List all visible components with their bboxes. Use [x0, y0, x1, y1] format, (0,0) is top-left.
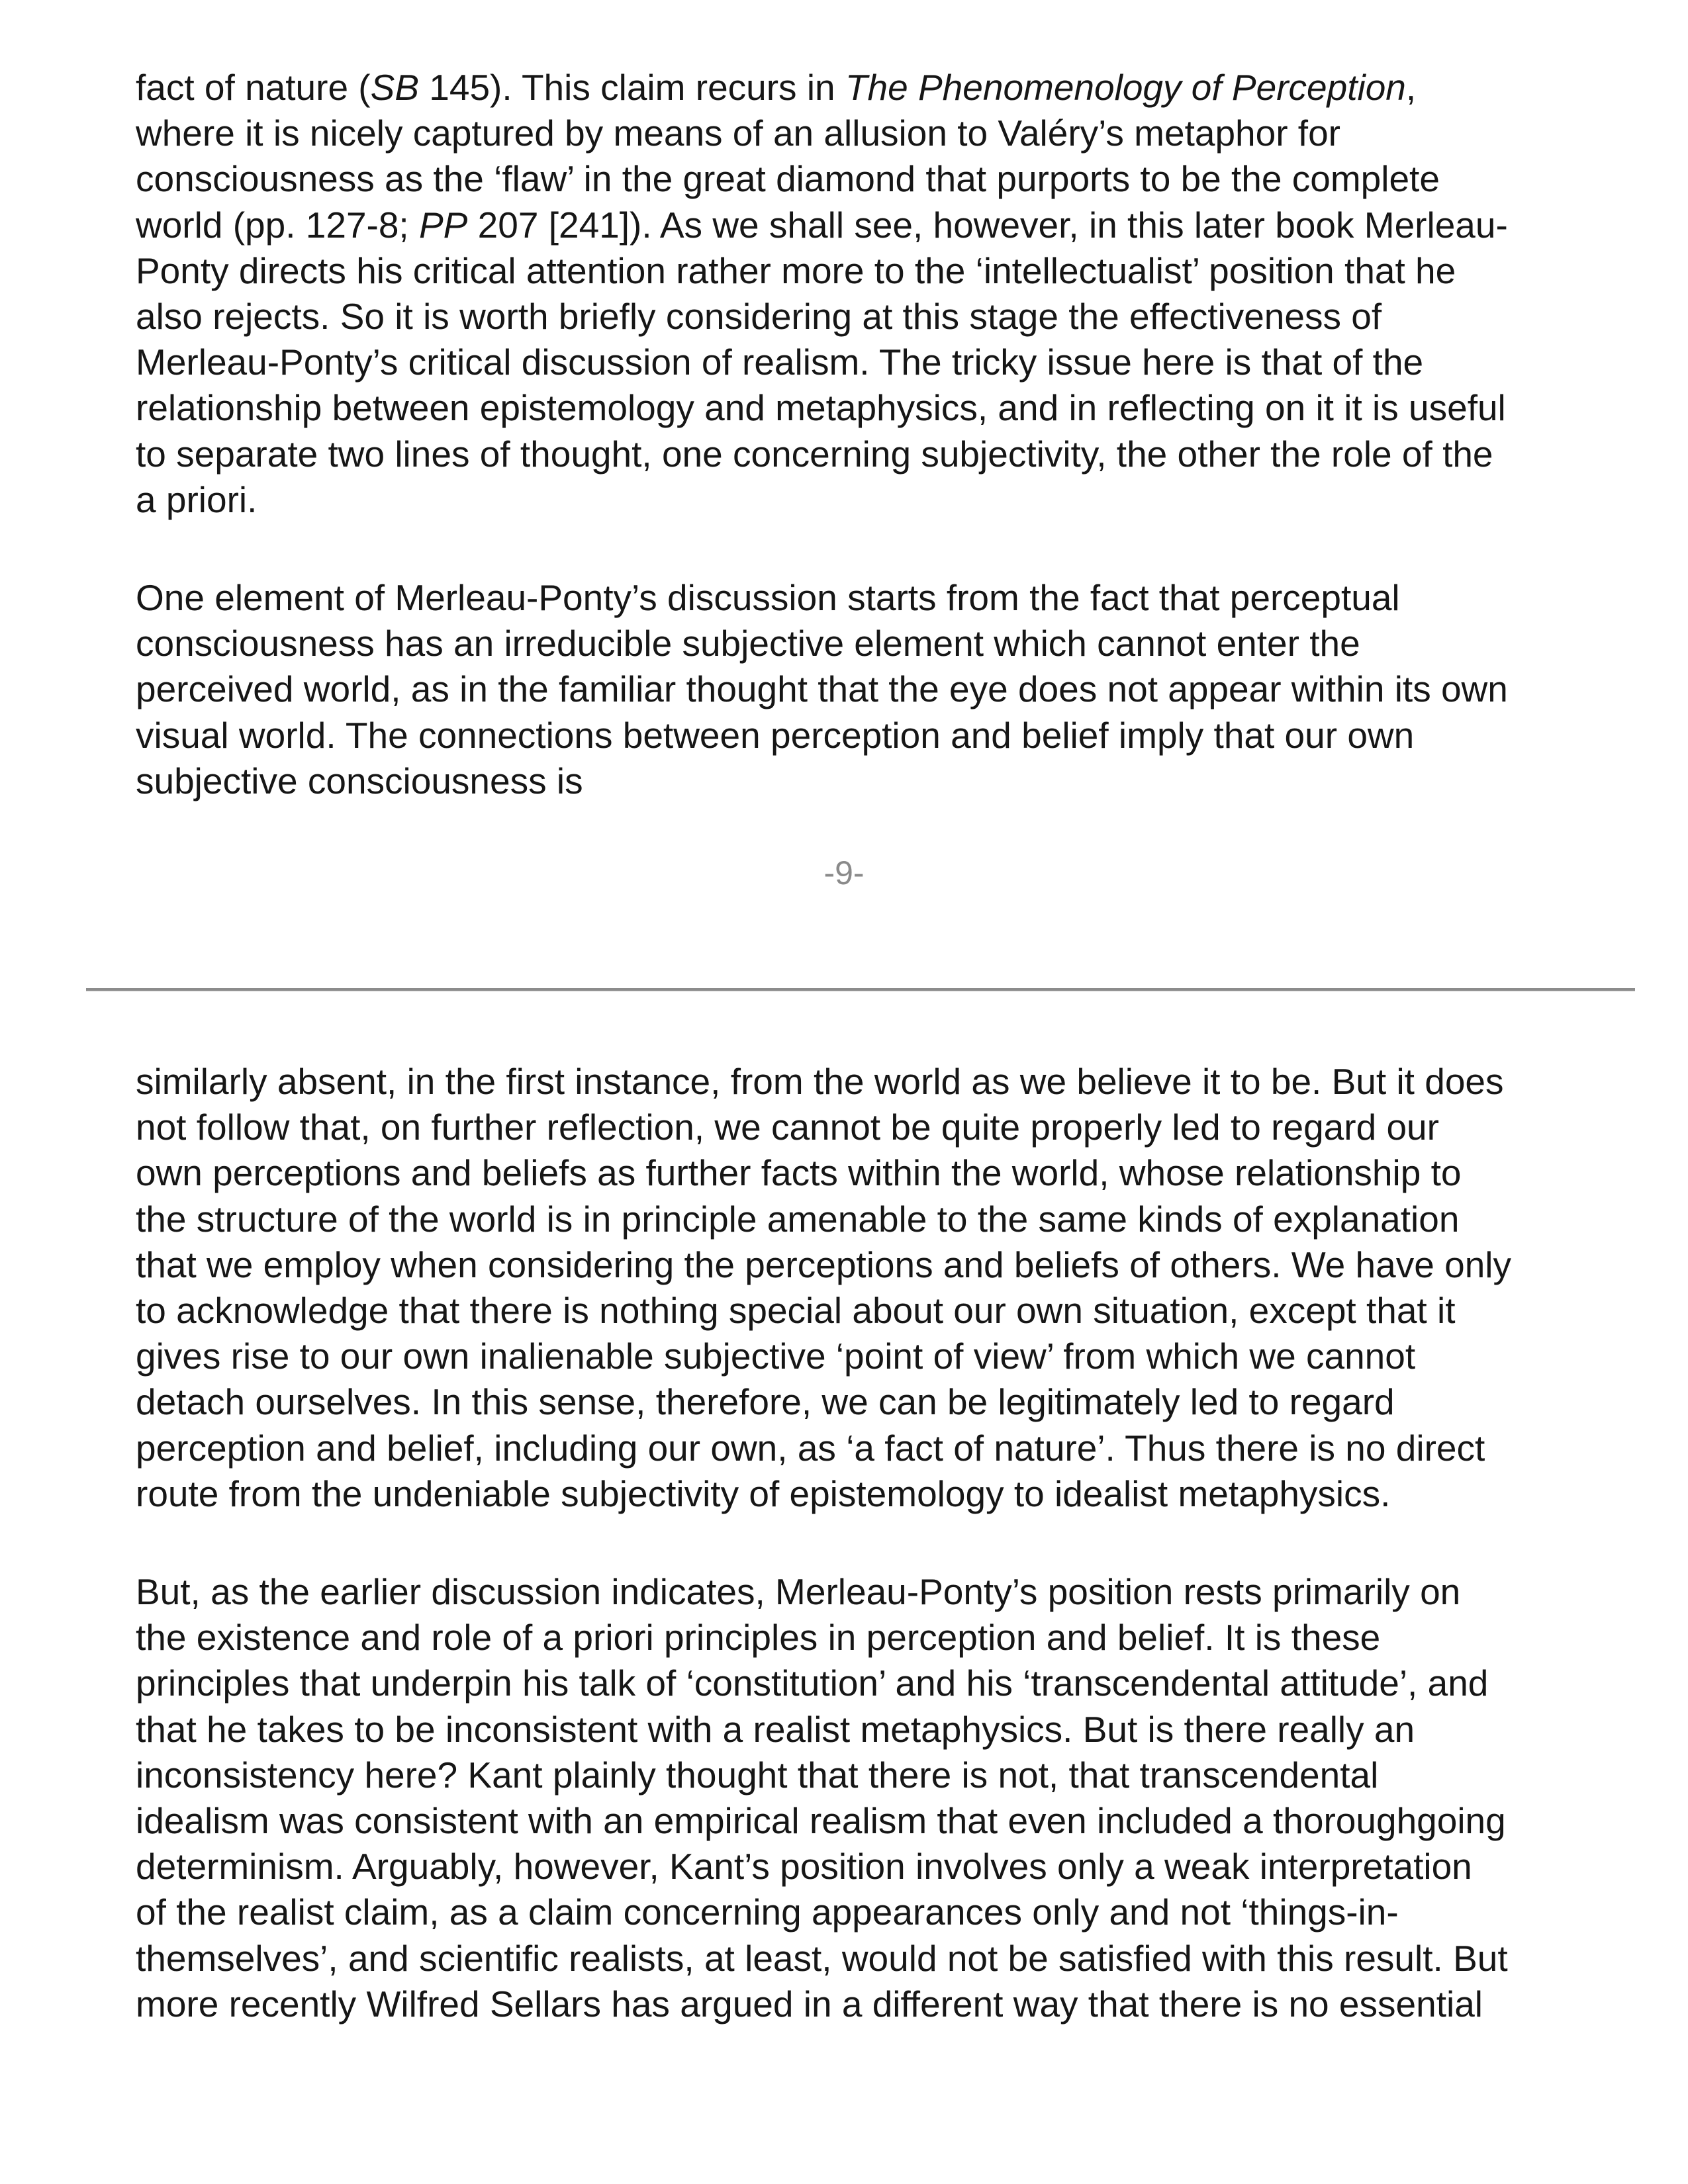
- paragraph: [136, 65, 1618, 523]
- italic-text: The Phenomenology of Perception: [845, 67, 1406, 108]
- italic-text: PP: [419, 204, 468, 246]
- text-run: principles that underpin his talk of ‘constitution’ and his ‘transcendental attitude’, and: [136, 1662, 1489, 1704]
- text-line: [136, 1707, 1618, 1752]
- text-run: a priori.: [136, 478, 258, 520]
- text-run: the structure of the world is in principle amenable to the same kinds of explanation: [136, 1198, 1460, 1240]
- text-line: [136, 758, 1618, 804]
- text-line: [136, 340, 1618, 385]
- text-line: [136, 432, 1618, 477]
- text-run: route from the undeniable subjectivity of epistemology to idealist metaphysics.: [136, 1473, 1391, 1514]
- text-run: visual world. The connections between perception and belief imply that our own: [136, 714, 1415, 756]
- text-run: similarly absent, in the first instance, from the world as we believe it to be. But it does: [136, 1061, 1504, 1102]
- text-run: 145). This claim recurs in: [419, 67, 845, 108]
- text-run: also rejects. So it is worth briefly considering at this stage the effectiveness of: [136, 296, 1382, 338]
- text-run: determinism. Arguably, however, Kant’s position involves only a weak interpretation: [136, 1846, 1472, 1888]
- text-line: [136, 156, 1618, 202]
- text-line: [136, 1889, 1618, 1935]
- text-line: [136, 575, 1618, 621]
- text-run: idealism was consistent with an empirical realism that even included a thoroughgoing: [136, 1800, 1506, 1842]
- text-run: perception and belief, including our own, as ‘a fact of nature’. Thus there is no direct: [136, 1427, 1485, 1469]
- text-run: consciousness as the ‘flaw’ in the great diamond that purports to be the complete: [136, 158, 1440, 200]
- paragraph: [136, 1059, 1618, 1517]
- text-run: that we employ when considering the perceptions and beliefs of others. We have only: [136, 1244, 1511, 1285]
- text-run: to separate two lines of thought, one concerning subjectivity, the other the role of the: [136, 433, 1493, 475]
- text-line: [136, 1242, 1618, 1288]
- text-line: [136, 1615, 1618, 1661]
- text-run: the existence and role of a priori principles in perception and belief. It is these: [136, 1617, 1381, 1659]
- text-run: detach ourselves. In this sense, therefore, we can be legitimately led to regard: [136, 1381, 1395, 1423]
- page-top-body: [136, 65, 1618, 804]
- text-line: [136, 713, 1618, 758]
- text-run: But, as the earlier discussion indicates, Merleau-Ponty’s position rests primarily on: [136, 1571, 1461, 1613]
- text-line: [136, 65, 1618, 111]
- text-line: [136, 477, 1618, 523]
- text-run: consciousness has an irreducible subjective element which cannot enter the: [136, 623, 1360, 664]
- text-run: subjective consciousness is: [136, 760, 583, 801]
- text-line: [136, 1661, 1618, 1706]
- text-line: [136, 1981, 1618, 2027]
- page-number: -9-: [823, 854, 865, 891]
- text-line: [136, 1844, 1618, 1889]
- text-run: One element of Merleau-Ponty’s discussion starts from the fact that perceptual: [136, 577, 1400, 619]
- text-run: fact of nature (: [136, 67, 371, 108]
- text-line: [136, 1426, 1618, 1471]
- page-divider: [86, 988, 1635, 991]
- text-run: not follow that, on further reflection, we cannot be quite properly led to regard our: [136, 1107, 1439, 1148]
- text-line: [136, 1752, 1618, 1798]
- text-run: world (pp. 127-8;: [136, 204, 419, 246]
- text-line: [136, 1059, 1618, 1105]
- text-line: [136, 294, 1618, 340]
- text-line: [136, 203, 1618, 248]
- text-run: to acknowledge that there is nothing special about our own situation, except that it: [136, 1290, 1456, 1332]
- text-line: [136, 1288, 1618, 1334]
- text-run: gives rise to our own inalienable subjective ‘point of view’ from which we cannot: [136, 1336, 1416, 1377]
- text-line: [136, 1105, 1618, 1150]
- text-run: relationship between epistemology and metaphysics, and in reflecting on it it is useful: [136, 387, 1506, 429]
- text-line: [136, 621, 1618, 666]
- paragraph: [136, 1569, 1618, 2027]
- text-run: Ponty directs his critical attention rather more to the ‘intellectualist’ position that he: [136, 250, 1456, 291]
- text-line: [136, 111, 1618, 156]
- text-line: [136, 666, 1618, 712]
- text-run: ,: [1405, 67, 1417, 108]
- text-run: own perceptions and beliefs as further facts within the world, whose relationship to: [136, 1152, 1462, 1194]
- text-run: themselves’, and scientific realists, at least, would not be satisfied with this result. But: [136, 1937, 1508, 1979]
- text-run: more recently Wilfred Sellars has argued in a different way that there is no essential: [136, 1983, 1483, 2025]
- text-line: [136, 1569, 1618, 1615]
- text-run: of the realist claim, as a claim concerning appearances only and not ‘things-in-: [136, 1891, 1399, 1933]
- text-line: [136, 1197, 1618, 1242]
- text-line: [136, 1334, 1618, 1379]
- text-line: [136, 248, 1618, 294]
- text-run: where it is nicely captured by means of an allusion to Valéry’s metaphor for: [136, 113, 1340, 154]
- text-line: [136, 1379, 1618, 1425]
- paragraph: [136, 575, 1618, 804]
- text-run: Merleau-Ponty’s critical discussion of realism. The tricky issue here is that of the: [136, 341, 1424, 383]
- text-run: inconsistency here? Kant plainly thought that there is not, that transcendental: [136, 1754, 1379, 1796]
- page-bottom-body: [136, 1059, 1618, 2027]
- text-run: perceived world, as in the familiar thought that the eye does not appear within its own: [136, 668, 1508, 710]
- text-line: [136, 385, 1618, 431]
- text-line: [136, 1471, 1618, 1517]
- text-run: 207 [241]). As we shall see, however, in this later book Merleau-: [467, 204, 1508, 246]
- text-line: [136, 1798, 1618, 1844]
- italic-text: SB: [370, 67, 420, 108]
- text-line: [136, 1936, 1618, 1981]
- text-line: [136, 1150, 1618, 1196]
- text-run: that he takes to be inconsistent with a realist metaphysics. But is there really an: [136, 1708, 1415, 1750]
